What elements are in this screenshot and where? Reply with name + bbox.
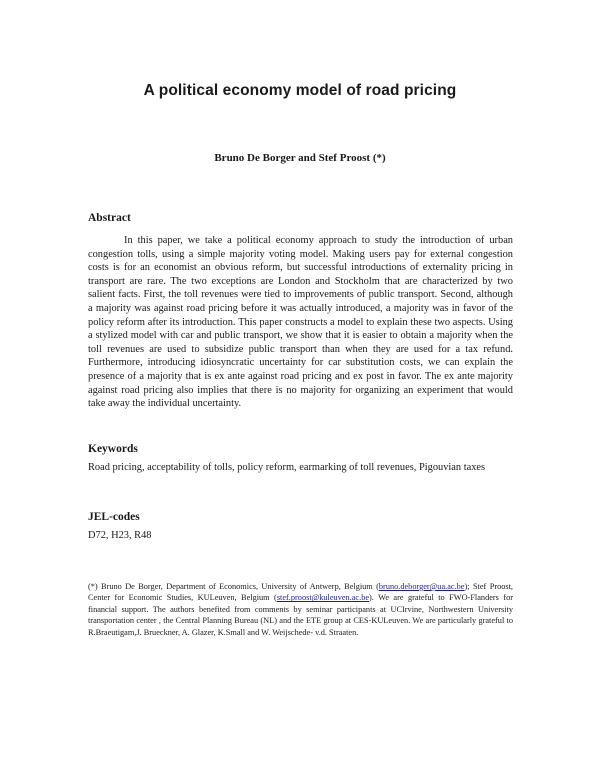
paper-title: A political economy model of road pricing xyxy=(143,82,457,99)
keywords-heading: Keywords xyxy=(88,443,138,455)
abstract-heading: Abstract xyxy=(88,212,131,224)
keywords-text: Road pricing, acceptability of tolls, policy reform, earmarking of toll revenues, Pigouvian taxes xyxy=(88,462,486,473)
jel-heading: JEL-codes xyxy=(88,511,140,523)
footnote-text-2: ); Stef Proost, Center for Economic Studies, KULeuven, Belgium ( xyxy=(88,582,513,603)
email-link-proost[interactable]: stef.proost@kuleuven.ac.be xyxy=(276,593,370,603)
paper-authors: Bruno De Borger and Stef Proost (*) xyxy=(214,152,386,164)
author-footnote xyxy=(88,581,513,638)
abstract-text: In this paper, we take a political economy approach to study the introduction of urban congestion tolls, using a simple majority voting model. Making users pay for external congestion costs is for an economist an obvious reform, but successful introductions of externality pricing in transport are rare. The two exceptions are London and Stockholm that are characterized by two salient facts. First, the toll revenues were tied to improvements of public transport. Second, although a majority was against road pricing before it was actually introduced, a majority was in favor of the policy reform after its introduction. This paper constructs a model to explain these two aspects. Using a stylized model with car and public transport, we show that it is easier to obtain a majority when the toll revenues are used to subsidize public transport than when they are used for a tax refund. Furthermore, introducing idiosyncratic uncertainty for car substitution costs, we can explain the presence of a majority that is ex ante against road pricing and ex post in favor. The ex ante majority against road pricing also implies that there is no majority for organizing an experiment that would take away the individual uncertainty. xyxy=(88,235,513,410)
jel-text: D72, H23, R48 xyxy=(88,530,152,541)
footnote-text-3: ). We are grateful to FWO-Flanders for financial support. The authors benefited from comments by seminar participants at UCIrvine, Northwestern University transportation center , the Central Planning Bureau (NL) and the ETE group at CES-KULeuven. We are particularly grateful to R.Braeutigam,J. Brueckner, A. Glazer, K.Small and W. Weijschede- v.d. Straaten. xyxy=(88,593,514,637)
footnote-text-1: (*) Bruno De Borger, Department of Economics, University of Antwerp, Belgium ( xyxy=(88,582,379,591)
email-link-deborger[interactable]: bruno.deborger@ua.ac.be xyxy=(378,582,465,591)
